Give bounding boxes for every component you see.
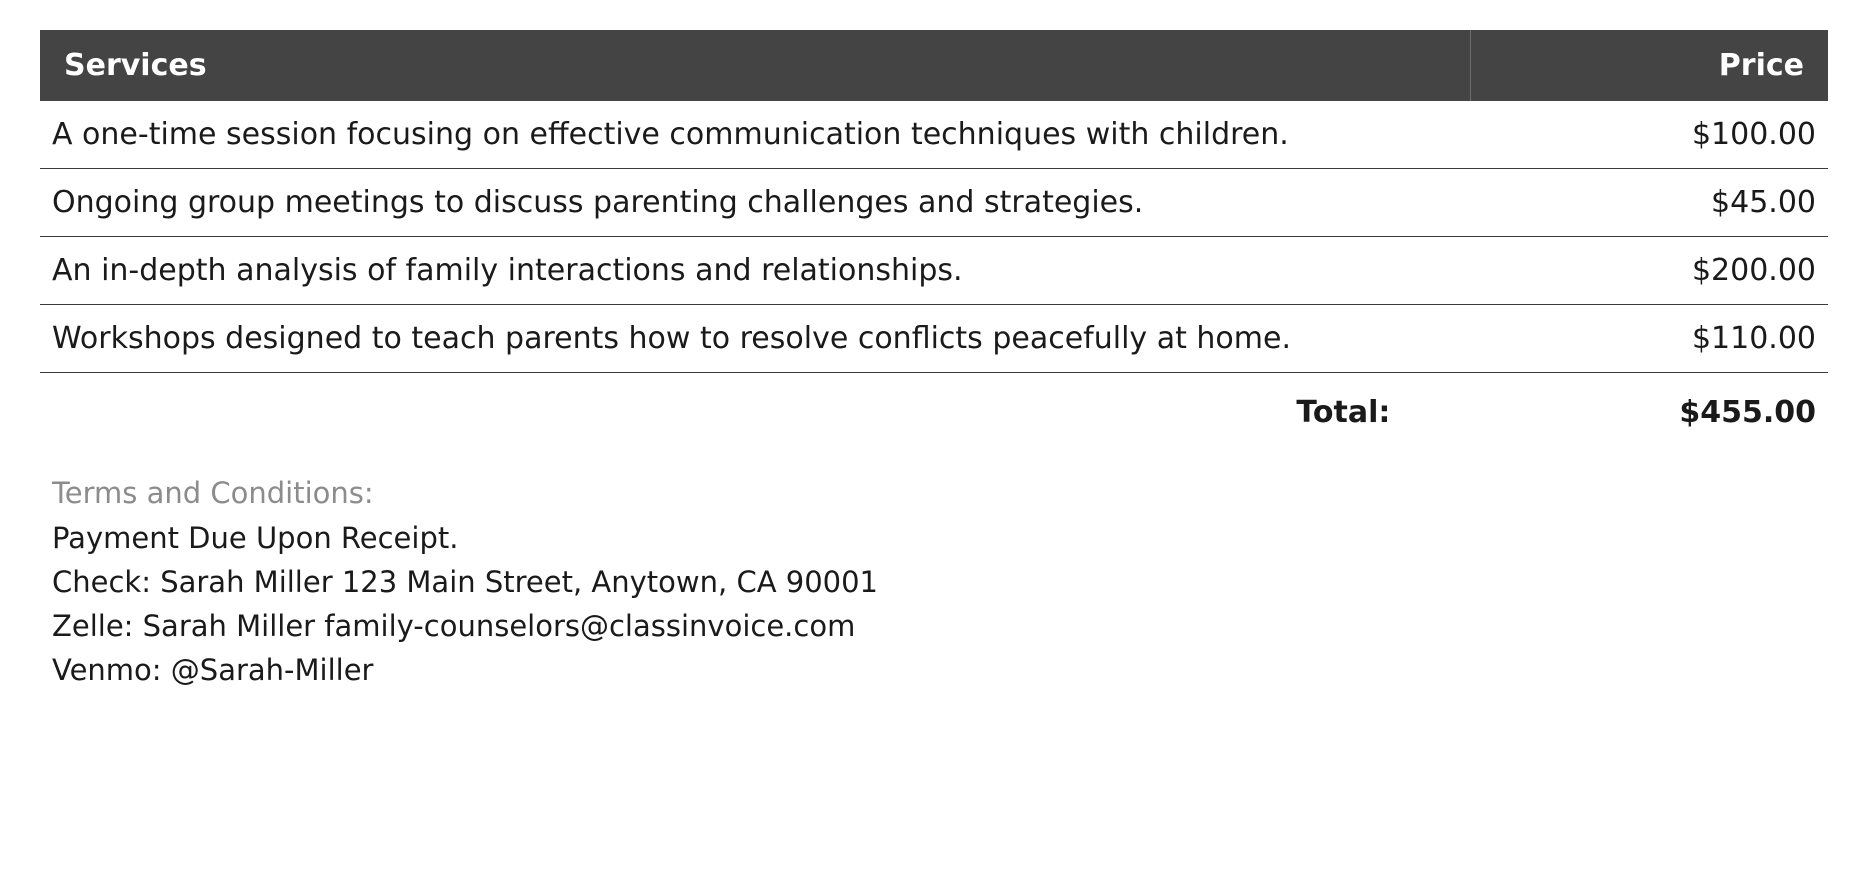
terms-and-conditions [40, 476, 1828, 692]
column-header-services: Services [40, 30, 1470, 101]
table-row [40, 101, 1828, 169]
service-price: $45.00 [1470, 169, 1828, 237]
terms-line-payment: Payment Due Upon Receipt. [52, 521, 459, 555]
terms-line-check: Check: Sarah Miller 123 Main Street, Anytown, CA 90001 [52, 565, 879, 600]
terms-heading: Terms and Conditions: [52, 476, 374, 510]
service-description: An in-depth analysis of family interactions and relationships. [40, 237, 1470, 305]
table-header-row [40, 30, 1828, 101]
service-price: $110.00 [1470, 305, 1828, 373]
service-description: A one-time session focusing on effective communication techniques with children. [40, 101, 1470, 169]
total-row [40, 373, 1828, 441]
total-label: Total: [1296, 395, 1391, 430]
table-header [40, 30, 1828, 101]
service-description: Ongoing group meetings to discuss parenting challenges and strategies. [40, 169, 1470, 237]
table-row [40, 305, 1828, 373]
table-body [40, 101, 1828, 440]
terms-line-venmo: Venmo: @Sarah-Miller [52, 653, 374, 688]
table-row [40, 237, 1828, 305]
service-price: $100.00 [1470, 101, 1828, 169]
total-value: $455.00 [1679, 395, 1816, 430]
column-header-price: Price [1718, 48, 1804, 83]
services-table [40, 30, 1828, 440]
service-price: $200.00 [1470, 237, 1828, 305]
table-row [40, 169, 1828, 237]
service-description: Workshops designed to teach parents how to resolve conflicts peacefully at home. [40, 305, 1470, 373]
terms-line-zelle: Zelle: Sarah Miller family-counselors@classinvoice.com [52, 609, 856, 644]
